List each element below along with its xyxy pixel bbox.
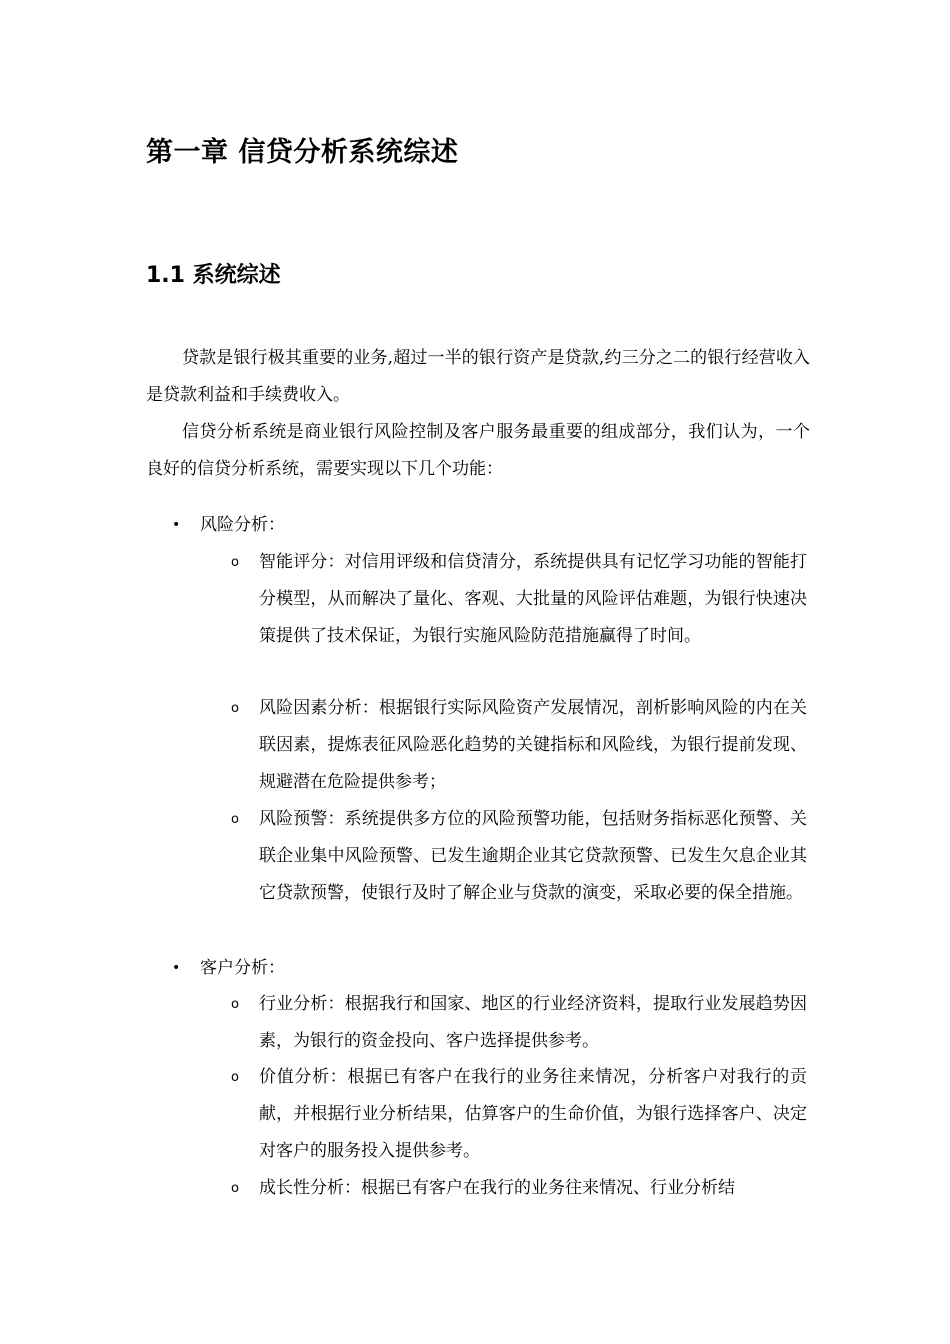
sub-marker: o <box>231 555 239 570</box>
sub-item-text: 风险预警：系统提供多方位的风险预警功能，包括财务指标恶化预警、关联企业集中风险预警、已发生逾期企业其它贷款预警、已发生欠息企业其它贷款预警，使银行及时了解企业与贷款的演变，采取必要的保全措施。 <box>259 809 807 903</box>
sub-marker: o <box>231 1070 239 1085</box>
sub-item-text: 智能评分：对信用评级和信贷清分，系统提供具有记忆学习功能的智能打分模型，从而解决了量化、客观、大批量的风险评估难题，为银行快速决策提供了技术保证，为银行实施风险防范措施赢得了时间。 <box>259 552 807 646</box>
sub-item-text: 风险因素分析：根据银行实际风险资产发展情况，剖析影响风险的内在关联因素，提炼表征风险恶化趋势的关键指标和风险线，为银行提前发现、规避潜在危险提供参考； <box>259 698 807 792</box>
sub-marker: o <box>231 997 239 1012</box>
bullet-marker: • <box>172 517 181 533</box>
section-title: 1.1 系统综述 <box>146 263 281 288</box>
intro-paragraph: 贷款是银行极其重要的业务,超过一半的银行资产是贷款,约三分之二的银行经营收入是贷款利益和手续费收入。 <box>146 348 810 405</box>
sub-marker: o <box>231 812 239 827</box>
sub-marker: o <box>231 701 239 716</box>
chapter-title: 第一章 信贷分析系统综述 <box>146 137 459 168</box>
sub-item-text: 价值分析：根据已有客户在我行的业务往来情况，分析客户对我行的贡献，并根据行业分析结果，估算客户的生命价值，为银行选择客户、决定对客户的服务投入提供参考。 <box>259 1067 807 1161</box>
system-paragraph: 信贷分析系统是商业银行风险控制及客户服务最重要的组成部分，我们认为，一个良好的信贷分析系统，需要实现以下几个功能： <box>146 422 810 479</box>
feature-label: 风险分析： <box>200 515 285 535</box>
feature-label: 客户分析： <box>200 958 285 978</box>
sub-item-text: 行业分析：根据我行和国家、地区的行业经济资料，提取行业发展趋势因素，为银行的资金投向、客户选择提供参考。 <box>259 994 807 1051</box>
bullet-marker: • <box>172 960 181 976</box>
sub-item-text: 成长性分析：根据已有客户在我行的业务往来情况、行业分析结 <box>259 1178 735 1198</box>
sub-marker: o <box>231 1181 239 1196</box>
